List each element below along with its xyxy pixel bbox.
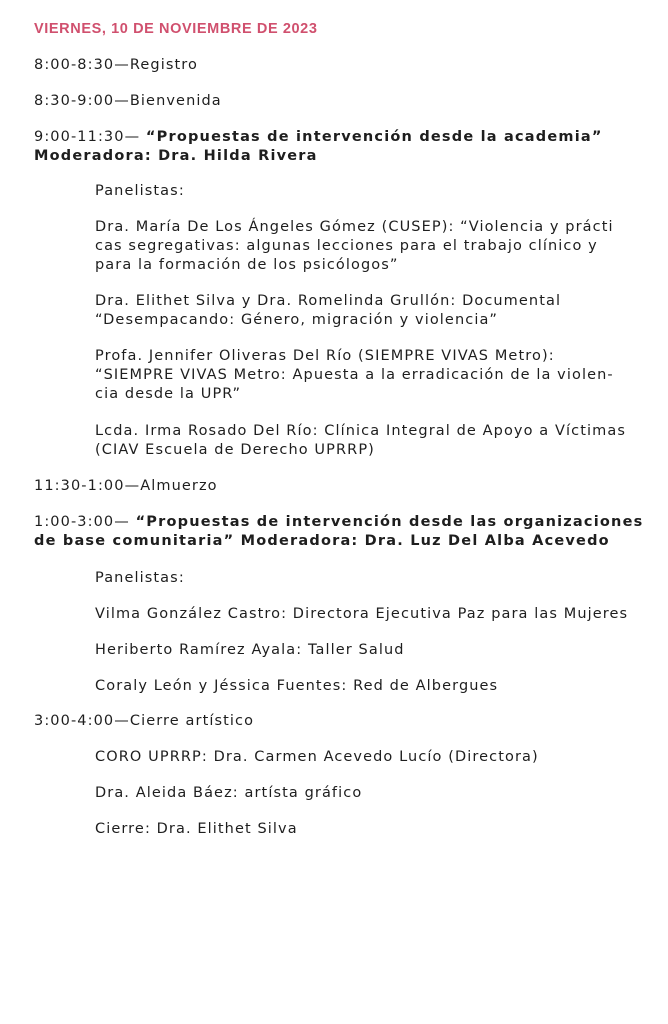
session-title: Registro — [129, 57, 199, 73]
panelist-rosado — [95, 422, 626, 460]
session-cierre: 3:00-4:00—Cierre artístico — [34, 713, 255, 729]
day-heading: VIERNES, 10 DE NOVIEMBRE DE 2023 — [34, 21, 318, 37]
panelist-silva-grullon — [95, 292, 561, 330]
session-time: 1:00-3:00 — [34, 514, 115, 530]
panelist-ramirez: Heriberto Ramírez Ayala: Taller Salud — [95, 642, 405, 658]
session-time: 3:00-4:00 — [34, 713, 115, 729]
performer-baez: Dra. Aleida Báez: artísta gráfico — [95, 785, 363, 801]
text-line: (CIAV Escuela de Derecho UPRRP) — [95, 442, 375, 458]
performer-coro: CORO UPRRP: Dra. Carmen Acevedo Lucío (Directora) — [95, 749, 539, 765]
session-academia: 9:00-11:30— “Propuestas de intervención desde la academia” Moderadora: Dra. Hilda Rivera — [34, 129, 603, 164]
panelist-gomez — [95, 218, 614, 275]
session-bienvenida: 8:30-9:00—Bienvenida — [34, 93, 222, 109]
session-title: Almuerzo — [140, 478, 218, 494]
text-line: Profa. Jennifer Oliveras Del Río (SIEMPRE VIVAS Metro): — [95, 348, 555, 364]
closing-silva: Cierre: Dra. Elithet Silva — [95, 821, 298, 837]
text-line: cas segregativas: algunas lecciones para el trabajo clínico y — [95, 238, 598, 254]
session-moderator: Moderadora: Dra. Hilda Rivera — [34, 148, 318, 164]
session-registro: 8:00-8:30—Registro — [34, 57, 199, 73]
text-line: Dra. Elithet Silva y Dra. Romelinda Grullón: Documental — [95, 293, 562, 309]
session-title: “Propuestas de intervención desde la academia” — [145, 129, 603, 145]
text-line: Lcda. Irma Rosado Del Río: Clínica Integral de Apoyo a Víctimas — [95, 423, 626, 439]
panelist-gonzalez: Vilma González Castro: Directora Ejecutiva Paz para las Mujeres — [95, 606, 629, 622]
text-line: cia desde la UPR” — [95, 386, 242, 402]
session-almuerzo: 11:30-1:00—Almuerzo — [34, 478, 218, 494]
text-line: “SIEMPRE VIVAS Metro: Apuesta a la erradicación de la violen- — [95, 367, 614, 383]
session-time: 8:00-8:30 — [34, 57, 115, 73]
session-time: 9:00-11:30 — [34, 129, 125, 145]
text-line: “Desempacando: Género, migración y violencia” — [95, 312, 499, 328]
panelist-oliveras — [95, 347, 614, 404]
session-title: Bienvenida — [129, 93, 222, 109]
session-title: Cierre artístico — [129, 713, 255, 729]
session-title-continued: de base comunitaria” Moderadora: Dra. Luz Del Alba Acevedo — [34, 533, 610, 549]
panelists-label: Panelistas: — [95, 570, 185, 586]
session-time: 11:30-1:00 — [34, 478, 125, 494]
session-comunitaria: 1:00-3:00— “Propuestas de intervención desde las organizaciones de base comunitaria” Moderadora: Dra. Luz Del Alba Acevedo — [34, 514, 644, 549]
text-line: Dra. María De Los Ángeles Gómez (CUSEP): “Violencia y prácti — [95, 219, 614, 235]
panelist-leon-fuentes: Coraly León y Jéssica Fuentes: Red de Albergues — [95, 678, 499, 694]
text-line: para la formación de los psicólogos” — [95, 257, 399, 273]
session-time: 8:30-9:00 — [34, 93, 115, 109]
session-title: “Propuestas de intervención desde las organizaciones — [135, 514, 644, 530]
panelists-label: Panelistas: — [95, 183, 185, 199]
